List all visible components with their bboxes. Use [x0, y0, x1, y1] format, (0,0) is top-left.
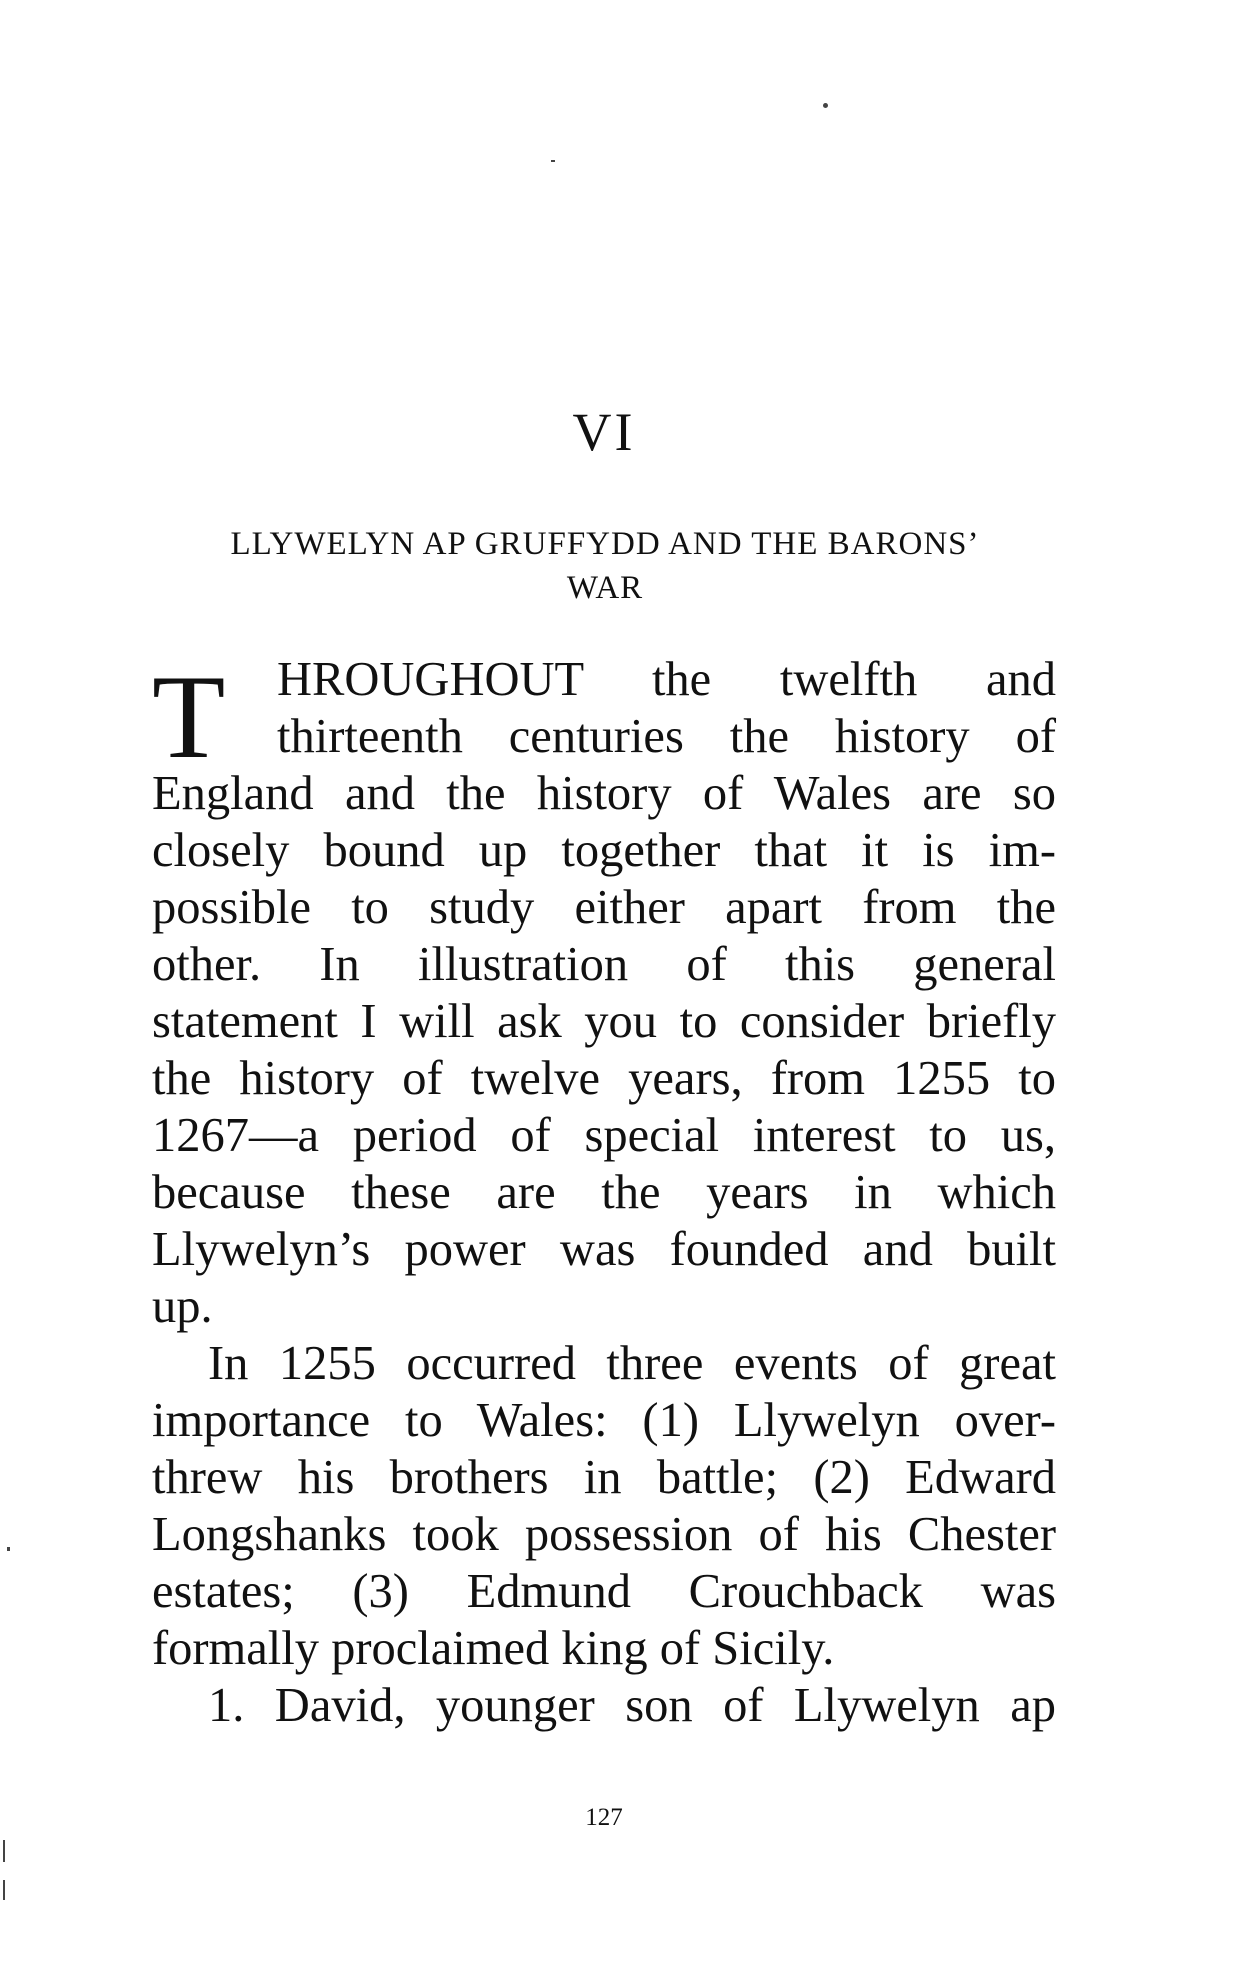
scan-speck — [7, 1547, 10, 1551]
text-line: In 1255 occurred three events of great — [208, 1337, 1056, 1390]
chapter-title — [150, 522, 1060, 610]
scan-speck — [3, 1840, 5, 1862]
text-line: threw his brothers in battle; (2) Edward — [152, 1451, 1056, 1504]
text-line: up. — [152, 1280, 213, 1333]
text-line: possible to study either apart from the — [152, 881, 1056, 934]
text-line: statement I will ask you to consider briefly — [152, 995, 1056, 1048]
text-line: HROUGHOUT the twelfth and — [277, 653, 1056, 706]
text-line: other. In illustration of this general — [152, 938, 1056, 991]
scan-speck — [551, 160, 555, 162]
text-line: estates; (3) Edmund Crouchback was — [152, 1565, 1056, 1618]
text-line: thirteenth centuries the history of — [277, 710, 1056, 763]
text-line: 1. David, younger son of Llywelyn ap — [208, 1679, 1056, 1732]
page-number: 127 — [585, 1804, 623, 1831]
text-line: Longshanks took possession of his Chester — [152, 1508, 1056, 1561]
scan-speck — [3, 1880, 5, 1900]
chapter-title-line: WAR — [566, 570, 644, 606]
text-line: because these are the years in which — [152, 1166, 1056, 1219]
text-line: closely bound up together that it is im- — [152, 824, 1056, 877]
text-line: formally proclaimed king of Sicily. — [152, 1622, 835, 1675]
text-line: 1267—a period of special interest to us, — [152, 1109, 1056, 1162]
text-line: Llywelyn’s power was founded and built — [152, 1223, 1056, 1276]
drop-cap: T — [152, 650, 226, 783]
chapter-number: VI — [572, 402, 636, 462]
text-line: England and the history of Wales are so — [152, 767, 1056, 820]
text-line: the history of twelve years, from 1255 to — [152, 1052, 1056, 1105]
body-text — [152, 651, 1056, 1734]
chapter-title-line: LLYWELYN AP GRUFFYDD AND THE BARONS’ — [230, 526, 980, 562]
scan-speck — [823, 103, 828, 108]
text-line: importance to Wales: (1) Llywelyn over- — [152, 1394, 1056, 1447]
